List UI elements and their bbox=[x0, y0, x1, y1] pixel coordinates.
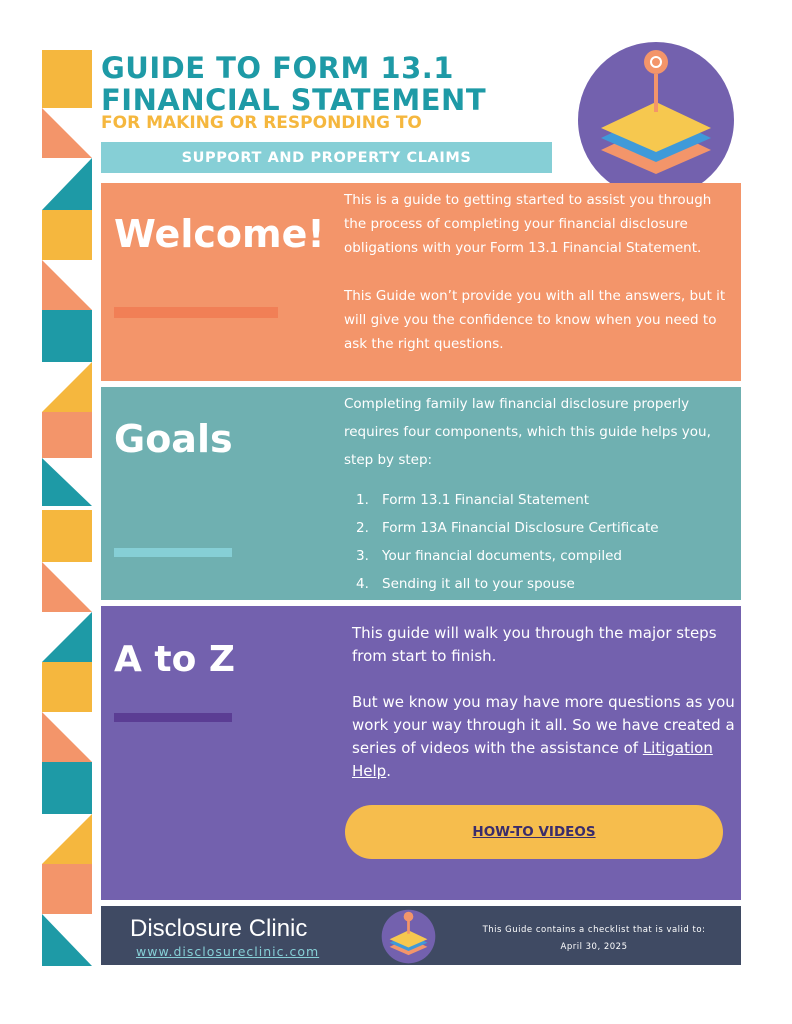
footer-logo-icon bbox=[381, 909, 436, 964]
claims-label: SUPPORT AND PROPERTY CLAIMS bbox=[181, 149, 472, 166]
list-item bbox=[356, 486, 736, 514]
goals-heading: Goals bbox=[114, 417, 233, 461]
list-item-number: 4. bbox=[356, 576, 369, 592]
footer bbox=[101, 906, 741, 965]
how-to-videos-button[interactable]: HOW-TO VIDEOS bbox=[345, 805, 723, 859]
goals-intro: Completing family law financial disclosure properly requires four components, which this guide helps you, step by step: bbox=[344, 396, 711, 468]
triangle-pattern bbox=[42, 50, 92, 966]
footer-brand: Disclosure Clinic bbox=[130, 915, 308, 942]
title-line-1: GUIDE TO FORM 13.1 bbox=[101, 51, 454, 85]
title-line-2: FINANCIAL STATEMENT bbox=[101, 83, 487, 117]
list-item bbox=[356, 570, 736, 598]
list-item-number: 2. bbox=[356, 520, 369, 536]
atoz-paragraph-2-end: . bbox=[386, 762, 391, 780]
list-item bbox=[356, 542, 736, 570]
atoz-panel bbox=[101, 606, 741, 900]
footer-url-link[interactable]: www.disclosureclinic.com bbox=[136, 944, 320, 959]
list-item-number: 1. bbox=[356, 492, 369, 508]
litigation-help-link[interactable]: Litigation Help bbox=[352, 739, 713, 780]
list-item-number: 3. bbox=[356, 548, 369, 564]
list-item-text: Your financial documents, compiled bbox=[382, 548, 622, 564]
welcome-paragraph-1: This is a guide to getting started to assist you through the process of completing your financial disclosure obligations with your Form 13.1 Financial Statement. bbox=[344, 192, 712, 256]
subtitle: FOR MAKING OR RESPONDING TO bbox=[101, 113, 422, 133]
decorative-triangle-strip bbox=[42, 50, 92, 966]
footer-note bbox=[454, 922, 734, 956]
goals-list bbox=[356, 486, 736, 598]
welcome-paragraph-2: This Guide won’t provide you with all the answers, but it will give you the confidence to know when you need to ask the right questions. bbox=[344, 288, 726, 352]
atoz-paragraph-2-text: But we know you may have more questions as you work your way through it all. So we have created a series of videos with the assistance of bbox=[352, 693, 735, 757]
list-item-text: Form 13A Financial Disclosure Certificate bbox=[382, 520, 659, 536]
welcome-heading: Welcome! bbox=[114, 212, 325, 256]
atoz-body bbox=[352, 622, 737, 783]
list-item-text: Sending it all to your spouse bbox=[382, 576, 575, 592]
goals-panel bbox=[101, 387, 741, 600]
goals-body bbox=[344, 390, 736, 598]
layered-map-pin-icon bbox=[576, 40, 736, 200]
claims-banner bbox=[101, 142, 552, 173]
welcome-body bbox=[344, 188, 736, 356]
list-item-text: Form 13.1 Financial Statement bbox=[382, 492, 590, 508]
welcome-panel bbox=[101, 183, 741, 381]
atoz-heading: A to Z bbox=[114, 639, 235, 680]
footer-note-date: April 30, 2025 bbox=[560, 942, 628, 952]
atoz-paragraph-1: This guide will walk you through the major steps from start to finish. bbox=[352, 624, 717, 665]
atoz-paragraph-2 bbox=[352, 691, 737, 783]
goals-rule bbox=[114, 548, 232, 557]
atoz-rule bbox=[114, 713, 232, 722]
footer-note-line-1: This Guide contains a checklist that is valid to: bbox=[482, 925, 706, 935]
welcome-rule bbox=[114, 307, 278, 318]
list-item bbox=[356, 514, 736, 542]
